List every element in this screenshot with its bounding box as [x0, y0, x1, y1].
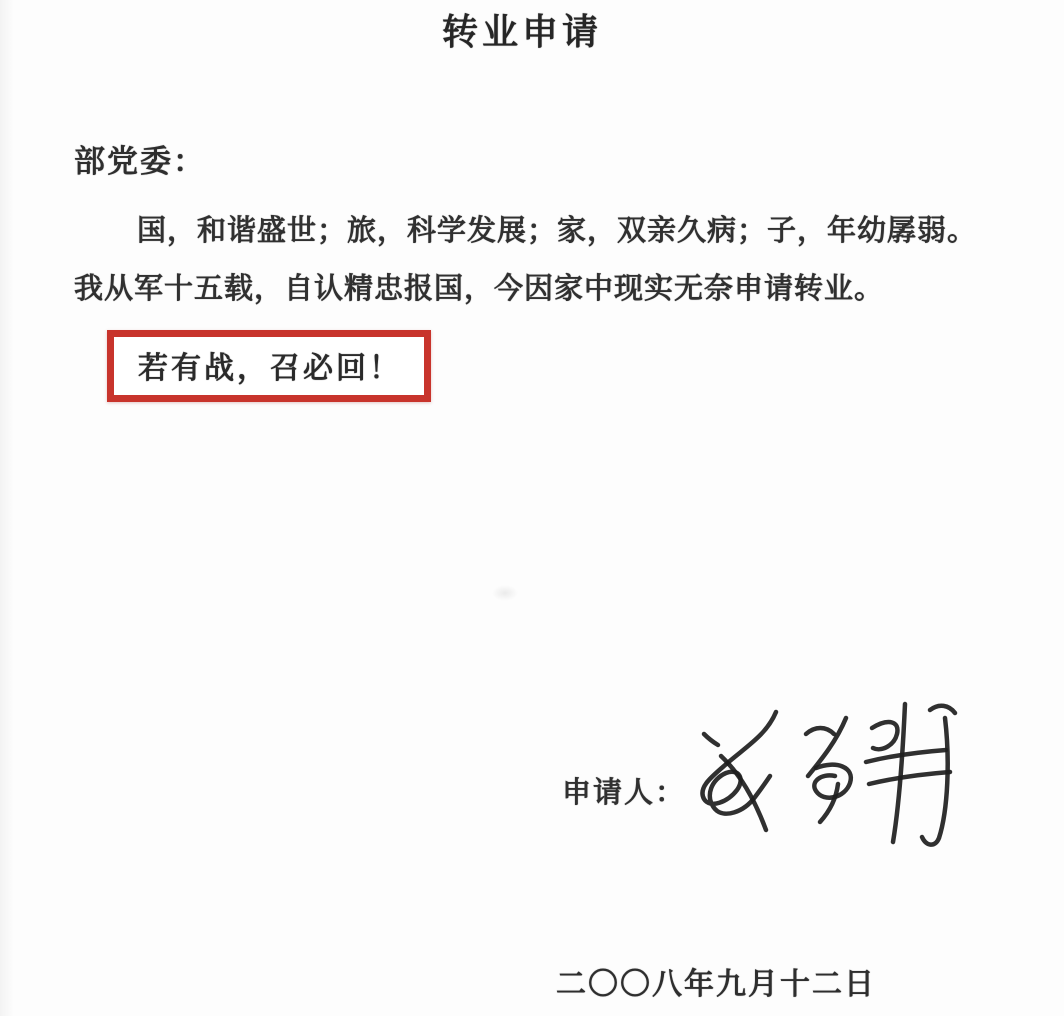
scan-edge-artifact [0, 0, 14, 1016]
signature-row [562, 690, 1002, 860]
scan-smudge-artifact [492, 585, 518, 601]
date-line: 二〇〇八年九月十二日 [556, 968, 876, 1001]
salutation-line: 部党委： [74, 144, 206, 179]
applicant-label: 申请人： [562, 777, 687, 809]
handwritten-signature [658, 690, 994, 856]
document-title: 转业申请 [441, 12, 602, 52]
body-paragraph-line-2: 我从军十五载，自认精忠报国，今因家中现实无奈申请转业。 [74, 273, 885, 305]
body-paragraph-line-1: 国，和谐盛世；旅，科学发展；家，双亲久病；子，年幼孱弱。 [137, 215, 978, 247]
highlighted-slogan-text: 若有战，召必回！ [138, 352, 402, 385]
red-highlight-box [107, 330, 431, 402]
